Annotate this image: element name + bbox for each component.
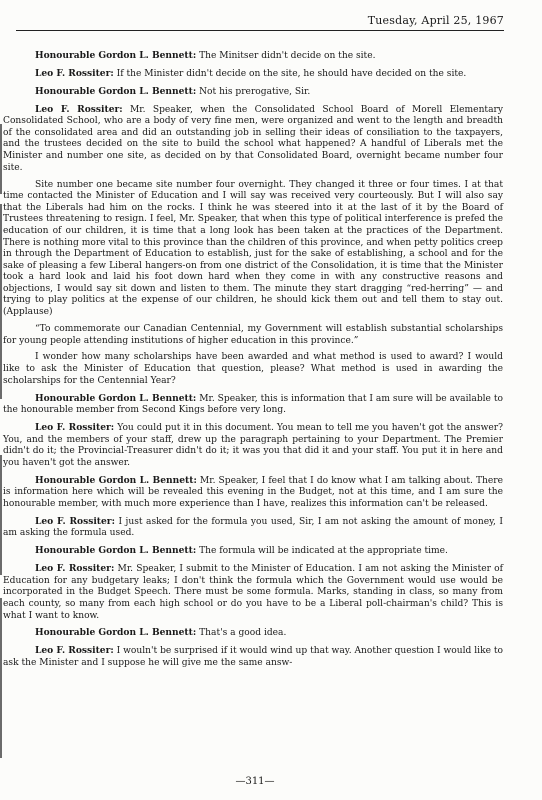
speaker-name: Leo F. Rossiter:: [35, 422, 115, 433]
paragraph-text: I wonder how many scholarships have been awarded and what method is used to award? I would like to ask the Minister of Education that question, please? What method is used in awarding the scholarships for the Centennial Year?: [3, 352, 503, 386]
transcript-paragraph: [3, 324, 503, 347]
page-footer: [0, 776, 510, 787]
transcript-paragraph: [3, 352, 503, 387]
speaker-name: Leo F. Rossiter:: [35, 515, 115, 527]
transcript-body: [3, 50, 503, 675]
paragraph-text: Mr. Speaker, this is information that I am sure will be available to the honourable member from Second Kings before very long.: [3, 393, 503, 416]
paragraph-text: Site number one became site number four overnight. They changed it three or four times. I at that time contacted the Minister of Education and I will say was received very courteously. But I will also say that the Liberals had him on the rocks. I think he was steered into it at the last of it by the Board of Trustees threatening to resign. I feel, Mr. Speaker, that when this type of political interference is prefed the education of our children, it is time that a long look has been taken at the practices of the Department. There is nothing more vital to this province than the children of this province, and when petty politics creep in through the Department of Education to establish, just for the sake of establishing, a school and for the sake of pleasing a few Liberal hangers-on from one district of the Consolidation, it is time that the Minister took a hard look and laid his foot down hard when they come in with any constructive reasons and objections, I would say sit down and listen to them. The minute they start dragging “red-herring” — and trying to play politics at the expense of our children, he should kick them out and tell them to stay out. (Applause): [3, 179, 503, 318]
speaker-name: Leo F. Rossiter:: [35, 103, 123, 115]
paragraph-text: If the Minister didn't decide on the site, he should have decided on the site.: [116, 68, 467, 79]
paragraph-text: I wouln't be surprised if it would wind up that way. Another question I would like to ask the Minister and I suppose he will give me the same answ-: [3, 646, 503, 668]
paragraph-text: You could put it in this document. You mean to tell me you haven't got the answer? You, and the members of your staff, drew up the paragraph pertaining to your Department. The Premier didn't do it; the Provincial-Treasurer didn't do it; it was you that did it and your staff. You put it in here and you haven't got the answer.: [3, 423, 503, 468]
transcript-paragraph: [3, 86, 503, 99]
paragraph-text: Mr. Speaker, I submit to the Minister of Education. I am not asking the Minister of Education for any budgetary leaks; I don't think the formula which the Government would use would be incorporated in the Budget Speech. There must be some formula. Marks, standing in class, so many from each county, so many from each high school or do you have to be a Liberal poll-chairman's child? This is what I want to know.: [3, 564, 503, 621]
header-date: Tuesday, April 25, 1967: [367, 14, 504, 27]
transcript-paragraph: [3, 627, 503, 640]
transcript-paragraph: [3, 563, 503, 622]
margin-mark: [0, 204, 2, 399]
transcript-paragraph: [3, 475, 503, 511]
margin-mark: [0, 455, 2, 575]
speaker-name: Leo F. Rossiter:: [35, 645, 114, 657]
paragraph-text: That's a good idea.: [199, 628, 287, 639]
paragraph-text: Mr. Speaker, when the Consolidated School Board of Morell Elementary Consolidated School, who are a body of very fine men, were organized and went to the length and breadth of the consolidated area and did an outstanding job in selling their ideas of consiliation to the taxpayers, and the trustees decided on the site to build the school what happened? A handful of Liberals met the Minister and number one site, as decided on by that Consolidated Board, overnight became number four site.: [3, 104, 503, 173]
paragraph-text: Not his prerogative, Sir.: [199, 86, 311, 97]
transcript-paragraph: [3, 180, 503, 319]
speaker-name: Honourable Gordon L. Bennett:: [35, 50, 197, 61]
paragraph-text: “To commemorate our Canadian Centennial, my Government will establish substantial scholarships for young people attending institutions of higher education in this province.”: [3, 323, 503, 346]
transcript-paragraph: [3, 104, 503, 175]
transcript-paragraph: [3, 68, 503, 81]
transcript-paragraph: [3, 645, 503, 669]
transcript-paragraph: [3, 422, 503, 469]
margin-mark: [0, 598, 2, 758]
speaker-name: Leo F. Rossiter:: [35, 563, 115, 575]
speaker-name: Leo F. Rossiter:: [35, 67, 114, 79]
transcript-paragraph: [3, 50, 503, 63]
speaker-name: Honourable Gordon L. Bennett:: [35, 627, 197, 639]
paragraph-text: I just asked for the formula you used, Sir, I am not asking the amount of money, I am asking the formula used.: [3, 516, 503, 539]
transcript-paragraph: [3, 545, 503, 558]
transcript-paragraph: [3, 393, 503, 417]
margin-mark: [0, 124, 2, 194]
transcript-paragraph: [3, 516, 503, 540]
speaker-name: Honourable Gordon L. Bennett:: [35, 545, 197, 557]
speaker-name: Honourable Gordon L. Bennett:: [35, 474, 197, 486]
speaker-name: Honourable Gordon L. Bennett:: [35, 392, 197, 404]
paragraph-text: The Minitser didn't decide on the site.: [199, 51, 376, 61]
speaker-name: Honourable Gordon L. Bennett:: [35, 85, 197, 97]
page-header: [16, 14, 504, 31]
page-number: —311—: [235, 776, 275, 787]
paragraph-text: Mr. Speaker, I feel that I do know what I am talking about. There is information here which will be revealed this evening in the Budget, not at this time, and I am sure the honourable member, with much more experience than I have, realizes this information can't be released.: [3, 475, 503, 509]
paragraph-text: The formula will be indicated at the appropriate time.: [199, 546, 448, 557]
